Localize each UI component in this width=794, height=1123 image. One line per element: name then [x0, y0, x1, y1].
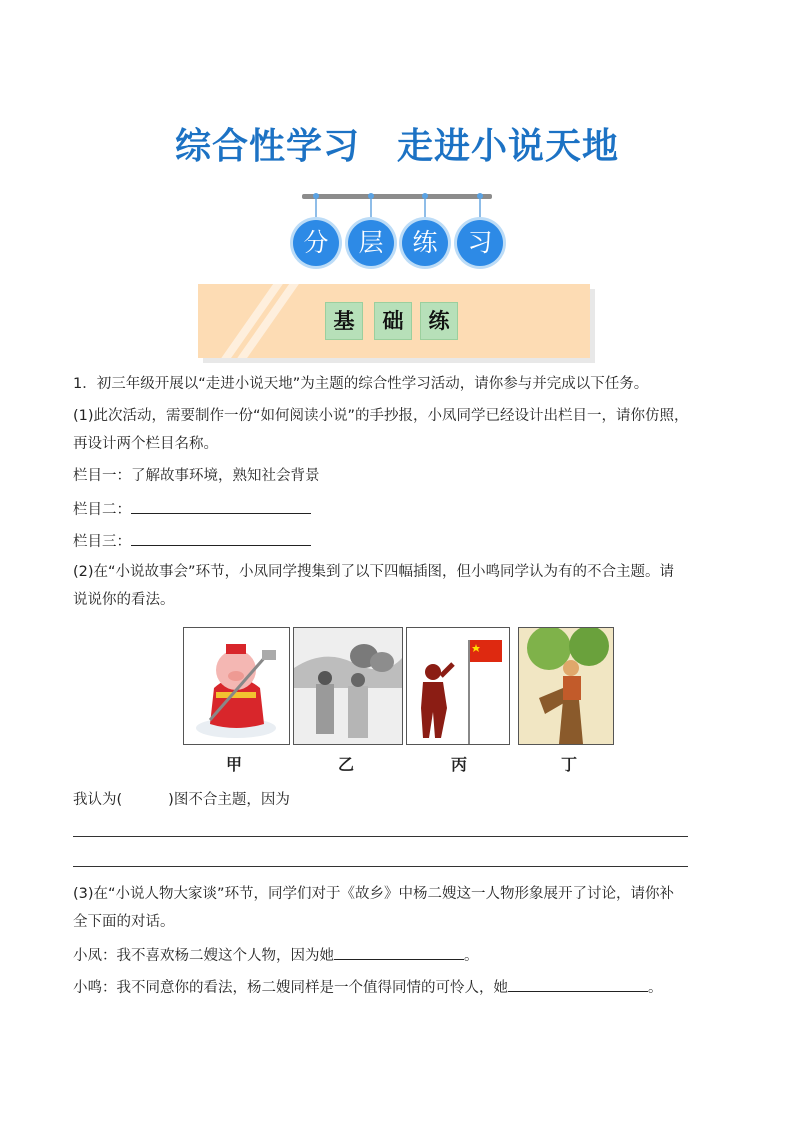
- badge-fen: 分: [293, 220, 339, 266]
- question-intro: 1．初三年级开展以“走进小说天地”为主题的综合性学习活动，请你参与并完成以下任务。: [73, 376, 649, 392]
- dialog-xiaofeng-text: 小凤：我不喜欢杨二嫂这个人物，因为她: [73, 948, 334, 964]
- rail-dot: [422, 193, 428, 199]
- part2-line1: (2)在“小说故事会”环节，小凤同学搜集到了以下四幅插图，但小鸣同学认为有的不合主题。请: [73, 564, 675, 580]
- badge-ceng: 层: [348, 220, 394, 266]
- part2-line2: 说说你的看法。: [73, 592, 175, 608]
- column-one: 栏目一：了解故事环境，熟知社会背景: [73, 468, 320, 484]
- rail-dot: [313, 193, 319, 199]
- part3-line1: (3)在“小说人物大家谈”环节，同学们对于《故乡》中杨二嫂这一人物形象展开了讨论，请你补: [73, 886, 675, 902]
- dialog-xiaofeng-blank[interactable]: [334, 944, 464, 960]
- dialog-xiaoming-end: 。: [648, 980, 663, 996]
- column-three-blank[interactable]: [131, 530, 311, 546]
- section-chip: 础: [374, 302, 412, 340]
- rail-dot: [477, 193, 483, 199]
- section-chip: 练: [420, 302, 458, 340]
- section-chip: 基: [325, 302, 363, 340]
- part3-line2: 全下面的对话。: [73, 914, 175, 930]
- dialog-xiaoming-blank[interactable]: [508, 976, 648, 992]
- column-two-label: 栏目二：: [73, 502, 131, 518]
- caption-jia: 甲: [225, 755, 242, 774]
- rail-dot: [368, 193, 374, 199]
- answer-rule-2[interactable]: [73, 866, 688, 867]
- answer-suffix: )图不合主题，因为: [168, 792, 290, 808]
- caption-yi: 乙: [337, 755, 354, 774]
- part1-line1: (1)此次活动，需要制作一份“如何阅读小说”的手抄报，小凤同学已经设计出栏目一，请你仿照，: [73, 408, 689, 424]
- dialog-xiaofeng-end: 。: [464, 948, 479, 964]
- badge-rail: [302, 194, 492, 199]
- part1-line2: 再设计两个栏目名称。: [73, 436, 218, 452]
- illustration-ding: [518, 627, 614, 745]
- answer-rule-1[interactable]: [73, 836, 688, 837]
- illustration-yi: [293, 627, 403, 745]
- badge-xi: 习: [457, 220, 503, 266]
- rail-pin: [424, 199, 426, 221]
- column-two-blank[interactable]: [131, 498, 311, 514]
- illustration-jia: [183, 627, 290, 745]
- dialog-xiaofeng: [73, 944, 479, 966]
- column-two-row: [73, 498, 311, 520]
- column-three-label: 栏目三：: [73, 534, 131, 550]
- rail-pin: [479, 199, 481, 221]
- badge-lian: 练: [402, 220, 448, 266]
- answer-prefix: 我认为(: [73, 792, 123, 808]
- dialog-xiaoming: [73, 976, 663, 998]
- column-three-row: [73, 530, 311, 552]
- dialog-xiaoming-text: 小鸣：我不同意你的看法，杨二嫂同样是一个值得同情的可怜人，她: [73, 980, 508, 996]
- answer-line: [73, 790, 290, 810]
- caption-ding: 丁: [560, 755, 577, 774]
- rail-pin: [370, 199, 372, 221]
- page-title: 综合性学习 走进小说天地: [174, 126, 619, 167]
- rail-pin: [315, 199, 317, 221]
- illustration-bing: [406, 627, 510, 745]
- caption-bing: 丙: [450, 755, 467, 774]
